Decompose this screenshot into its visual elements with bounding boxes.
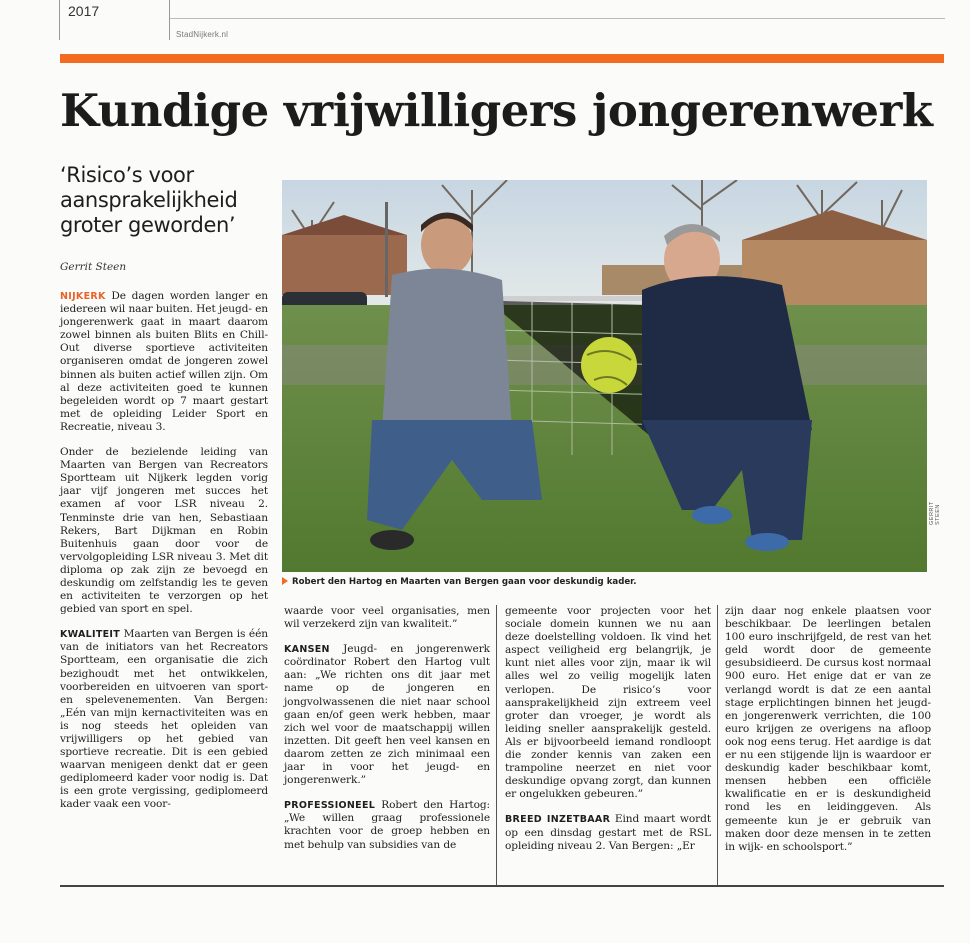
header-rule [170, 18, 945, 19]
article-column-1 [60, 290, 268, 824]
section-kicker: BREED INZETBAAR [505, 814, 611, 826]
photo-caption [282, 577, 927, 587]
section-kicker: KWALITEIT [60, 629, 121, 641]
article-photo [282, 180, 927, 572]
article-subheadline: ‘Risico’s voor aansprakelijkheid groter geworden’ [60, 163, 238, 237]
article-column-4 [725, 605, 931, 866]
photo-illustration [282, 180, 927, 572]
paragraph [505, 605, 711, 801]
column-divider [496, 605, 497, 885]
paragraph [284, 799, 490, 851]
paragraph [60, 446, 268, 616]
article-headline: Kundige vrijwilligers jongerenwerk [60, 84, 933, 137]
paragraph-text: Robert den Hartog: „We willen graag professionele krachten voor de groep hebben en met behulp van subsidies van de [284, 799, 490, 851]
column-divider [717, 605, 718, 885]
caption-marker-icon [282, 577, 288, 585]
paragraph [284, 605, 490, 631]
photo-credit: GERRIT STEEN [929, 501, 941, 525]
section-color-bar [60, 54, 944, 63]
paragraph-text: Jeugd- en jongerenwerk coördinator Robert den Hartog vult aan: „We richten ons dit jaar met name op de jongeren en jongvolwassenen die niet naar school gaan en/of geen werk hebben, maar zich wel voor de maatschappij willen inzetten. Dit geeft hen veel kansen en daarom zetten ze zich minimaal een jaar in voor het jeugd- en jongerenwerk.” [284, 643, 490, 787]
article-column-3 [505, 605, 711, 865]
paragraph [284, 643, 490, 787]
paragraph-text: gemeente voor projecten voor het sociale domein kunnen we nu aan deze doelstelling voldoen. Ik vind het aspect veiligheid erg belangrijk, je kunt niet alles voor zijn, maar ik wil alles wel zo veilig mogelijk laten verlopen. De risico’s voor aansprakelijkheid zijn extreem veel groter dan vroeger, je wordt als leiding sneller aansprakelijk gesteld. Als er bijvoorbeeld iemand rondloopt die zonder kennis van zaken een trampoline neerzet en niet voor deskundige opvang zorgt, dan kunnen er ongelukken gebeuren.” [505, 605, 711, 801]
bottom-rule [60, 885, 944, 887]
paragraph [725, 605, 931, 854]
location-kicker: NIJKERK [60, 291, 106, 302]
paragraph-text: Eind maart wordt op een dinsdag gestart met de RSL opleiding niveau 2. Van Bergen: „Er [505, 813, 711, 852]
paragraph-text: De dagen worden langer en iedereen wil naar buiten. Het jeugd- en jongerenwerk gaat in maart daarom zowel binnen als buiten Blits en Chill-Out diverse sportieve activiteiten organiseren omdat de jongeren zowel binnen als buiten actief willen zijn. Om al deze activiteiten goed te kunnen begeleiden wordt op 7 maart gestart met de opleiding Leider Sport en Recreatie, niveau 3. [60, 290, 268, 433]
site-name: StadNijkerk.nl [176, 30, 229, 39]
paragraph-text: waarde voor veel organisaties, men wil verzekerd zijn van kwaliteit.” [284, 605, 490, 631]
paragraph [60, 628, 268, 811]
article-column-2 [284, 605, 490, 864]
issue-year: 2017 [60, 0, 170, 40]
paragraph [60, 290, 268, 434]
caption-text: Robert den Hartog en Maarten van Bergen gaan voor deskundig kader. [292, 577, 637, 587]
paragraph-text: Maarten van Bergen is één van de initiators van het Recreators Sportteam, een organisatie die zich bezighoudt met het ontwikkelen, voorbereiden en uitvoeren van sport- en spelevenementen. Van Bergen: „Eén van mijn kernactiviteiten was en is nog steeds het opleiden van vrijwilligers op het gebied van sportieve recreatie. Dit is een gebied waarvan menigeen denkt dat er geen gediplomeerd kader voor nodig is. Dat is een grote vergissing, gediplomeerd kader vaak een voor- [60, 628, 268, 811]
section-kicker: KANSEN [284, 644, 330, 656]
paragraph-text: Onder de bezielende leiding van Maarten van Bergen van Recreators Sportteam uit Nijkerk legden vorig jaar vijf jongeren met succes het examen af voor LSR niveau 2. Tenminste drie van hen, Sebastiaan Rekers, Bart Dijkman en Robin Buitenhuis gaan door voor de vervolgopleiding LSR niveau 3. Met dit diploma op zak zijn ze bevoegd en deskundig om zelfstandig les te geven en activiteiten te verzorgen op het gebied van sport en spel. [60, 446, 268, 616]
article-byline: Gerrit Steen [60, 261, 127, 273]
paragraph-text: zijn daar nog enkele plaatsen voor beschikbaar. De leerlingen betalen 100 euro inschrijfgeld, de rest van het geld wordt door de gemeente gesubsidieerd. De cursus kost normaal 900 euro. Het enige dat er van ze verlangd wordt is dat ze een aantal stage erplichtingen binnen het jeugd- en jongerenwerk verrichten, die 100 euro krijgen ze overigens na afloop ook nog eens terug. Het aardige is dat er nu een stijgende lijn is waardoor er deskundig kader beschikbaar komt, mensen hebben een officiële kwalificatie en er is deskundigheid rond les en leidinggeven. Als gemeente kun je er gebruik van maken door deze mensen in te zetten in wijk- en schoolsport.” [725, 605, 931, 853]
paragraph [505, 813, 711, 852]
section-kicker: PROFESSIONEEL [284, 800, 376, 812]
